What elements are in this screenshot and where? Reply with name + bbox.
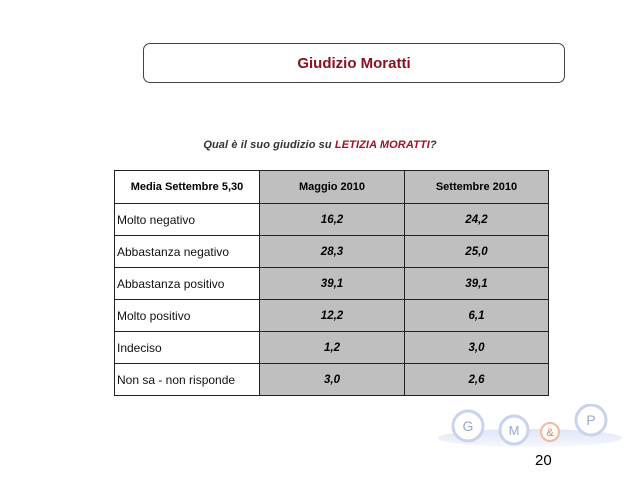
row-label: Abbastanza positivo [115,268,260,300]
svg-text:P: P [586,412,596,428]
value-maggio: 28,3 [260,236,405,268]
svg-text:M: M [508,423,520,438]
row-label: Abbastanza negativo [115,236,260,268]
table-row [115,332,549,364]
svg-text:&: & [546,427,554,439]
value-maggio: 12,2 [260,300,405,332]
row-label: Non sa - non risponde [115,364,260,396]
value-maggio: 3,0 [260,364,405,396]
value-settembre: 24,2 [405,204,549,236]
row-label: Molto positivo [115,300,260,332]
logo-ampersand [541,423,559,441]
value-settembre: 2,6 [405,364,549,396]
question-prefix: Qual è il suo giudizio su [203,139,335,151]
page-number: 20 [535,452,552,469]
table-row [115,236,549,268]
value-settembre: 3,0 [405,332,549,364]
results-table [114,170,549,396]
header-media: Media Settembre 5,30 [115,171,260,204]
table-row [115,268,549,300]
value-maggio: 39,1 [260,268,405,300]
header-maggio: Maggio 2010 [260,171,405,204]
question-name: LETIZIA MORATTI [334,139,430,151]
title-box [143,43,565,83]
value-maggio: 16,2 [260,204,405,236]
gmp-logo [436,404,624,448]
question-suffix: ? [429,139,437,151]
row-label: Indeciso [115,332,260,364]
table-header-row [115,171,549,204]
table-row [115,300,549,332]
row-label: Molto negativo [115,204,260,236]
logo-letter-m [500,416,528,444]
logo-letter-p [576,405,606,435]
page-title: Giudizio Moratti [297,54,411,72]
value-settembre: 25,0 [405,236,549,268]
svg-text:G: G [462,418,474,434]
table-row [115,364,549,396]
header-settembre: Settembre 2010 [405,171,549,204]
value-settembre: 39,1 [405,268,549,300]
table-row [115,204,549,236]
value-settembre: 6,1 [405,300,549,332]
question-text [0,139,640,151]
logo-letter-g [453,411,483,441]
value-maggio: 1,2 [260,332,405,364]
